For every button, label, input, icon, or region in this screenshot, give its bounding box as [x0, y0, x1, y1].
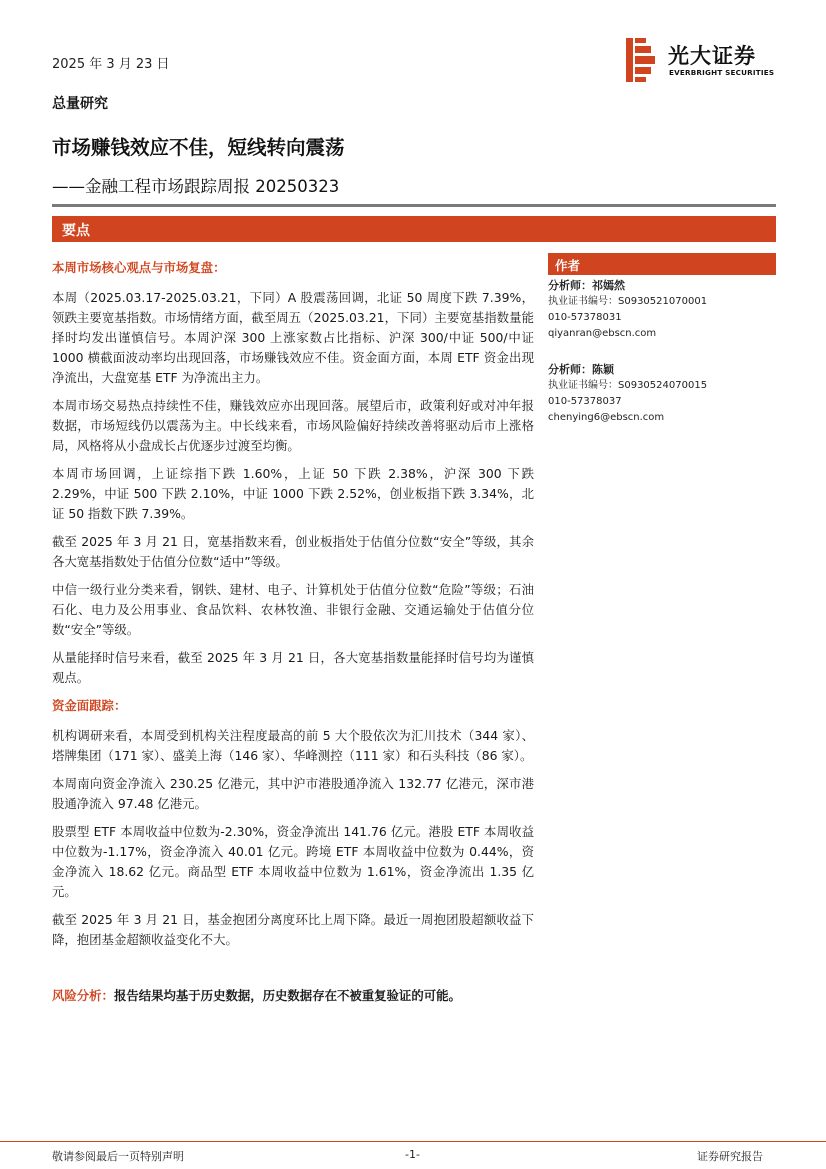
- analyst-email[interactable]: chenying6@ebscn.com: [548, 412, 665, 423]
- company-logo: [626, 38, 776, 82]
- paragraph: 截至 2025 年 3 月 21 日，基金抱团分离度环比上周下降。最近一周抱团股超额收益下降，抱团基金超额收益变化不大。: [52, 912, 534, 947]
- main-content: [52, 258, 534, 958]
- footer-divider: [0, 1141, 826, 1142]
- paragraph: 本周市场回调，上证综指下跌 1.60%，上证 50 下跌 2.38%，沪深 300 下跌 2.29%，中证 500 下跌 2.10%，中证 1000 下跌 2.52%，创业板指下跌 3.34%，北证 50 指数下跌 7.39%。: [52, 466, 534, 521]
- risk-text: 报告结果均基于历史数据，历史数据存在不被重复验证的可能。: [113, 988, 461, 1003]
- risk-analysis: [52, 986, 776, 1004]
- report-title: 市场赚钱效应不佳，短线转向震荡: [52, 136, 345, 159]
- paragraph: 从量能择时信号来看，截至 2025 年 3 月 21 日，各大宽基指数量能择时信号均为谨慎观点。: [52, 650, 534, 685]
- paragraph: 截至 2025 年 3 月 21 日，宽基指数来看，创业板指处于估值分位数“安全”等级，其余各大宽基指数处于估值分位数“适中”等级。: [52, 534, 534, 569]
- footer-disclaimer: 敬请参阅最后一页特别声明: [52, 1150, 184, 1163]
- report-subtitle: ——金融工程市场跟踪周报 20250323: [52, 177, 340, 196]
- keypoints-bar: [52, 216, 776, 242]
- author-label: 作者: [555, 258, 581, 273]
- logo-text-cn: 光大证券: [668, 44, 756, 68]
- analyst-cert: 执业证书编号：S0930524070015: [548, 380, 708, 391]
- paragraph: 本周（2025.03.17-2025.03.21，下同）A 股震荡回调，北证 50 周度下跌 7.39%，领跌主要宽基指数。市场情绪方面，截至周五（2025.03.21，下同）主要宽基指数量能择时均发出谨慎信号。本周沪深 300 上涨家数占比指标、沪深 300/中证 500/中证 1000 横截面波动率均出现回落，市场赚钱效应不佳。资金面方面，本周 ETF 资金出现净流出，大盘宽基 ETF 为净流出主力。: [52, 290, 534, 385]
- analyst-email[interactable]: qiyanran@ebscn.com: [548, 328, 657, 339]
- report-category: 总量研究: [52, 96, 108, 112]
- analyst-cert: 执业证书编号：S0930521070001: [548, 296, 708, 307]
- everbright-logo-icon: [626, 38, 656, 82]
- paragraph: 中信一级行业分类来看，钢铁、建材、电子、计算机处于估值分位数“危险”等级；石油石化、电力及公用事业、食品饮料、农林牧渔、非银行金融、交通运输处于估值分位数“安全”等级。: [52, 582, 534, 637]
- analyst-phone: 010-57378031: [548, 312, 622, 323]
- analyst-card: [548, 278, 776, 342]
- analyst-name: 分析师：祁嫣然: [548, 279, 625, 292]
- analyst-phone: 010-57378037: [548, 396, 622, 407]
- paragraph: 本周市场交易热点持续性不佳，赚钱效应亦出现回落。展望后市，政策利好或对冲年报数据，市场短线仍以震荡为主。中长线来看，市场风险偏好持续改善将驱动后市上涨格局，风格将从小盘成长占优逐步过渡至均衡。: [52, 398, 534, 453]
- author-sidebar: [548, 253, 776, 426]
- footer-report-type: 证券研究报告: [697, 1150, 763, 1163]
- keypoints-label: 要点: [62, 223, 90, 239]
- section-heading-funds: 资金面跟踪：: [52, 698, 127, 713]
- paragraph: 本周南向资金净流入 230.25 亿港元，其中沪市港股通净流入 132.77 亿港元，深市港股通净流入 97.48 亿港元。: [52, 776, 534, 811]
- page-number: -1-: [405, 1148, 420, 1161]
- header-divider: [52, 204, 776, 207]
- logo-text-en: EVERBRIGHT SECURITIES: [669, 68, 775, 77]
- section-heading-market: 本周市场核心观点与市场复盘：: [52, 260, 226, 275]
- risk-label: 风险分析：: [52, 988, 114, 1003]
- analyst-name: 分析师：陈颖: [548, 363, 614, 376]
- author-bar: [548, 253, 776, 275]
- report-date: 2025 年 3 月 23 日: [52, 57, 170, 72]
- paragraph: 机构调研来看，本周受到机构关注程度最高的前 5 大个股依次为汇川技术（344 家）、塔牌集团（171 家）、盛美上海（146 家）、华峰测控（111 家）和石头科技（86 家）。: [52, 728, 534, 763]
- paragraph: 股票型 ETF 本周收益中位数为-2.30%，资金净流出 141.76 亿元。港股 ETF 本周收益中位数为-1.17%，资金净流入 40.01 亿元。跨境 ETF 本周收益中位数为 0.44%，资金净流入 18.62 亿元。商品型 ETF 本周收益中位数为 1.61%，资金净流出 1.35 亿元。: [52, 824, 534, 899]
- analyst-card: [548, 362, 776, 426]
